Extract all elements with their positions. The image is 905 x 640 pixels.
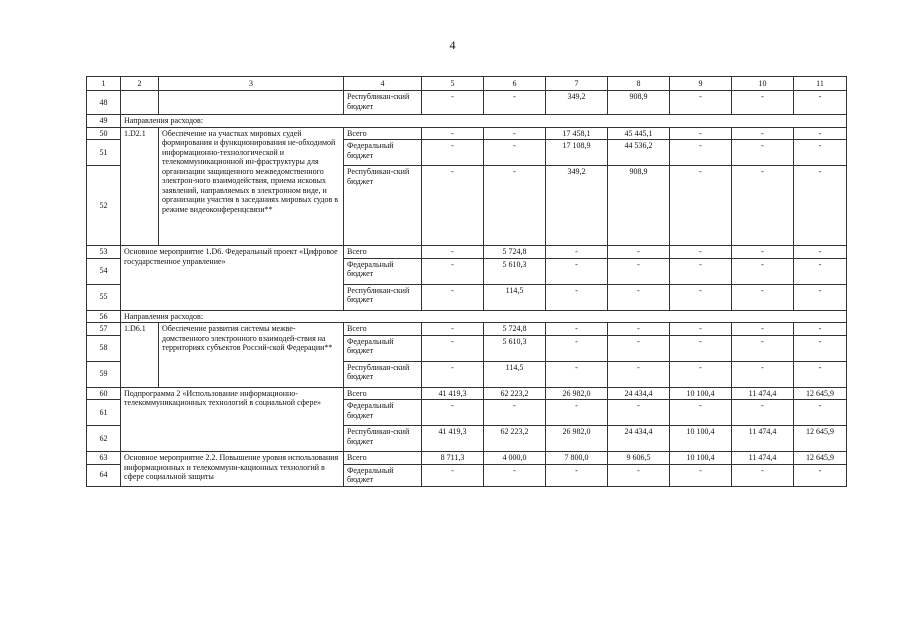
table-body [87,91,847,487]
funding-source: Федеральный бюджет [344,335,422,361]
value-cell: - [670,246,732,259]
value-cell: - [670,140,732,166]
value-cell: - [422,361,484,387]
value-cell: - [608,284,670,310]
value-cell: - [732,166,794,246]
funding-source: Федеральный бюджет [344,464,422,486]
value-cell: 26 982,0 [546,387,608,400]
table-row [87,323,847,336]
value-cell: - [670,361,732,387]
header-cell: 7 [546,77,608,91]
value-cell: - [670,258,732,284]
value-cell: - [546,400,608,426]
measure-code [121,91,159,115]
value-cell: - [546,335,608,361]
table-row [87,127,847,140]
value-cell: - [484,127,546,140]
row-number: 50 [87,127,121,140]
value-cell: - [794,361,847,387]
value-cell: - [732,284,794,310]
value-cell: - [794,91,847,115]
funding-source: Федеральный бюджет [344,258,422,284]
page-number: 4 [449,38,456,52]
value-cell: - [732,464,794,486]
value-cell: 908,9 [608,166,670,246]
value-cell: - [484,91,546,115]
funding-source: Республикан-ский бюджет [344,361,422,387]
value-cell: 10 100,4 [670,387,732,400]
header-cell: 8 [608,77,670,91]
value-cell: - [608,335,670,361]
value-cell: - [422,166,484,246]
value-cell: - [732,246,794,259]
value-cell: 8 711,3 [422,452,484,465]
value-cell: - [422,140,484,166]
row-number: 51 [87,140,121,166]
table-row [87,115,847,128]
funding-source: Всего [344,246,422,259]
value-cell: - [546,323,608,336]
value-cell: 62 223,2 [484,426,546,452]
row-number: 61 [87,400,121,426]
value-cell: - [546,284,608,310]
row-number: 55 [87,284,121,310]
funding-source: Республикан-ский бюджет [344,91,422,115]
value-cell: 349,2 [546,91,608,115]
value-cell: - [608,361,670,387]
value-cell: 62 223,2 [484,387,546,400]
header-cell: 4 [344,77,422,91]
value-cell: 908,9 [608,91,670,115]
table-header [87,77,847,91]
value-cell: - [794,323,847,336]
directions-label: Направления расходов: [121,310,847,323]
value-cell: - [732,127,794,140]
header-cell: 10 [732,77,794,91]
value-cell: - [732,323,794,336]
value-cell: - [484,400,546,426]
measure-title: Основное мероприятие 2.2. Повышение уровня использования информационных и телекоммуни-кационных технологий в сфере социальной защиты [121,452,344,487]
value-cell: - [670,335,732,361]
table-row [87,452,847,465]
value-cell: - [670,91,732,115]
value-cell: 17 458,1 [546,127,608,140]
value-cell: - [608,323,670,336]
measure-title [159,91,344,115]
value-cell: - [794,246,847,259]
value-cell: - [670,166,732,246]
value-cell: 24 434,4 [608,387,670,400]
value-cell: - [794,140,847,166]
value-cell: 12 645,9 [794,387,847,400]
header-cell: 6 [484,77,546,91]
value-cell: - [546,361,608,387]
funding-source: Республикан-ский бюджет [344,426,422,452]
value-cell: 10 100,4 [670,426,732,452]
header-cell: 11 [794,77,847,91]
value-cell: - [484,166,546,246]
value-cell: - [422,464,484,486]
value-cell: - [484,140,546,166]
value-cell: 12 645,9 [794,426,847,452]
row-number: 52 [87,166,121,246]
value-cell: 11 474,4 [732,387,794,400]
value-cell: - [422,91,484,115]
row-number: 60 [87,387,121,400]
value-cell: 7 800,0 [546,452,608,465]
value-cell: 17 108,9 [546,140,608,166]
value-cell: 26 982,0 [546,426,608,452]
value-cell: 5 610,3 [484,335,546,361]
row-number: 48 [87,91,121,115]
funding-source: Всего [344,387,422,400]
value-cell: - [422,400,484,426]
value-cell: 5 724,8 [484,246,546,259]
measure-title: Подпрограмма 2 «Использование информационно-телекоммуникационных технологий в социальной сфере» [121,387,344,452]
row-number: 63 [87,452,121,465]
value-cell: - [732,335,794,361]
measure-title: Основное мероприятие 1.D6. Федеральный проект «Цифровое государственное управление» [121,246,344,311]
value-cell: 41 419,3 [422,426,484,452]
value-cell: - [422,323,484,336]
funding-source: Всего [344,452,422,465]
table-row [87,387,847,400]
funding-source: Республикан-ский бюджет [344,284,422,310]
funding-source: Федеральный бюджет [344,400,422,426]
value-cell: 11 474,4 [732,426,794,452]
row-number: 57 [87,323,121,336]
table-row [87,91,847,115]
value-cell: - [546,258,608,284]
value-cell: - [608,464,670,486]
value-cell: 5 610,3 [484,258,546,284]
value-cell: - [794,464,847,486]
value-cell: 114,5 [484,284,546,310]
funding-source: Всего [344,127,422,140]
funding-source: Федеральный бюджет [344,140,422,166]
value-cell: - [794,166,847,246]
value-cell: 10 100,4 [670,452,732,465]
funding-source: Республикан-ский бюджет [344,166,422,246]
directions-label: Направления расходов: [121,115,847,128]
value-cell: - [794,400,847,426]
row-number: 54 [87,258,121,284]
value-cell: - [794,127,847,140]
value-cell: - [732,361,794,387]
value-cell: - [608,258,670,284]
budget-table [86,76,847,487]
funding-source: Всего [344,323,422,336]
row-number: 56 [87,310,121,323]
header-cell: 3 [159,77,344,91]
value-cell: - [670,284,732,310]
value-cell: - [732,91,794,115]
value-cell: - [670,464,732,486]
table-row [87,310,847,323]
row-number: 59 [87,361,121,387]
row-number: 53 [87,246,121,259]
value-cell: 11 474,4 [732,452,794,465]
value-cell: - [732,258,794,284]
value-cell: 4 000,0 [484,452,546,465]
value-cell: - [422,246,484,259]
row-number: 64 [87,464,121,486]
value-cell: - [670,127,732,140]
value-cell: - [546,246,608,259]
value-cell: - [732,400,794,426]
value-cell: 5 724,8 [484,323,546,336]
measure-code: 1.D2.1 [121,127,159,246]
row-number: 49 [87,115,121,128]
header-cell: 9 [670,77,732,91]
value-cell: - [670,400,732,426]
value-cell: 12 645,9 [794,452,847,465]
value-cell: - [422,335,484,361]
header-cell: 1 [87,77,121,91]
value-cell: 41 419,3 [422,387,484,400]
value-cell: - [732,140,794,166]
value-cell: 45 445,1 [608,127,670,140]
value-cell: - [794,284,847,310]
header-cell: 2 [121,77,159,91]
table-row [87,246,847,259]
row-number: 62 [87,426,121,452]
value-cell: 24 434,4 [608,426,670,452]
value-cell: - [670,323,732,336]
value-cell: - [484,464,546,486]
value-cell: 9 606,5 [608,452,670,465]
value-cell: - [794,335,847,361]
value-cell: 114,5 [484,361,546,387]
measure-title: Обеспечение на участках мировых судей формирования и функционирования не-обходимой информационно-технологической и телекоммуникационной ин-фраструктуры для организации защищенного межведомственного электрон-ного взаимодействия, приема исковых заявлений, направляемых в электронном виде, и организации участия в заседаниях мировых судов в режиме видеоконференцсвязи** [159,127,344,246]
value-cell: - [608,246,670,259]
value-cell: - [422,284,484,310]
value-cell: - [794,258,847,284]
value-cell: - [608,400,670,426]
value-cell: - [546,464,608,486]
value-cell: - [422,258,484,284]
measure-title: Обеспечение развития системы межве-домственного электронного взаимодей-ствия на территориях субъектов Россий-ской Федерации** [159,323,344,388]
header-cell: 5 [422,77,484,91]
value-cell: - [422,127,484,140]
row-number: 58 [87,335,121,361]
value-cell: 349,2 [546,166,608,246]
value-cell: 44 536,2 [608,140,670,166]
measure-code: 1.D6.1 [121,323,159,388]
